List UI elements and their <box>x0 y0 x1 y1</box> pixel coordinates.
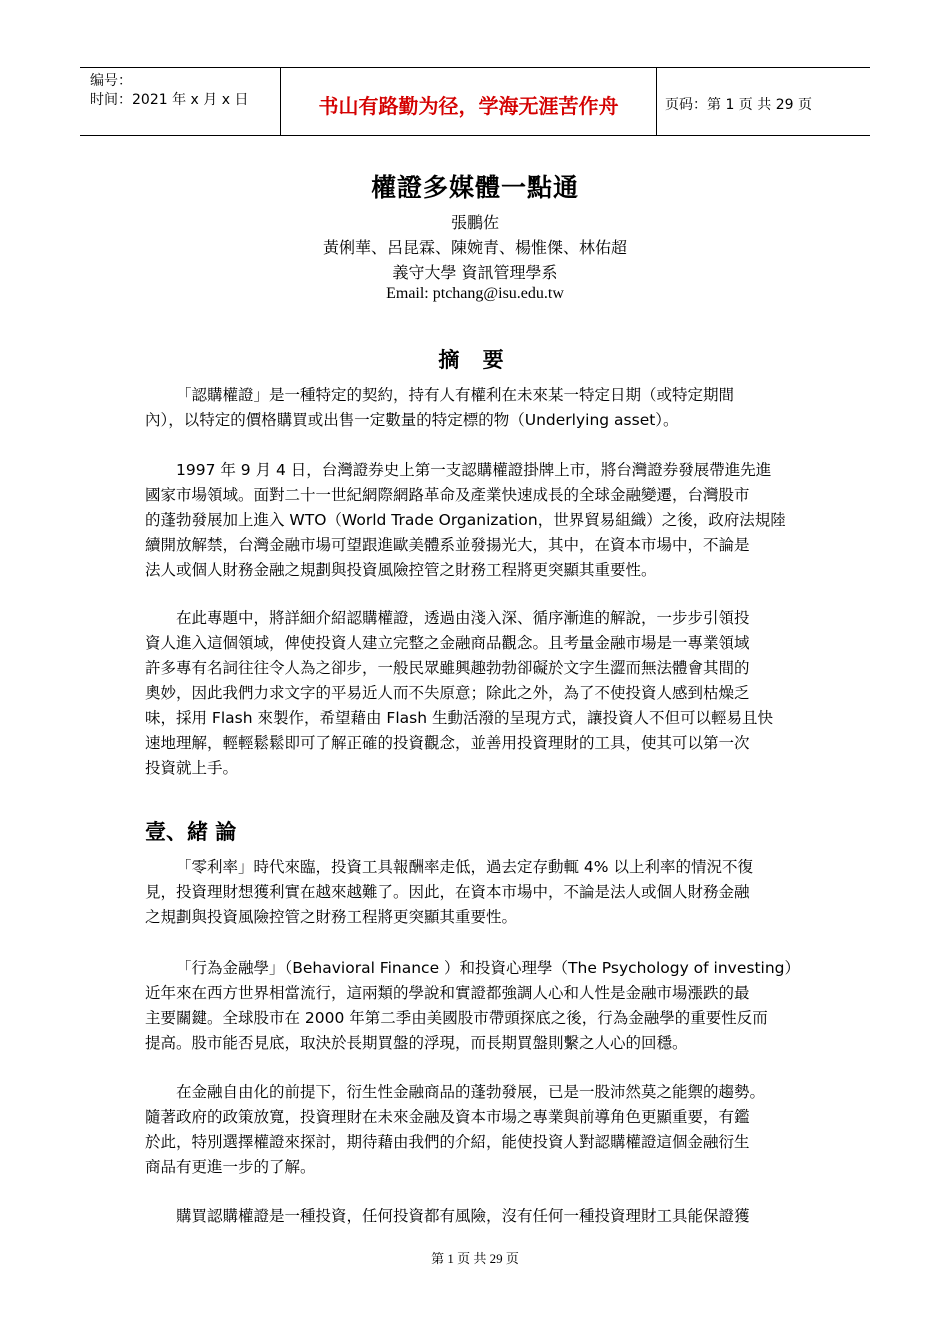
text-line: 投資就上手。 <box>145 759 239 777</box>
text-line: 購買認購權證是一種投資，任何投資都有風險，沒有任何一種投資理財工具能保證獲 <box>176 1207 750 1225</box>
text-line: 續開放解禁，台灣金融市場可望跟進歐美體系並發揚光大，其中，在資本市場中，不論是 <box>145 536 750 554</box>
text-line: 資人進入這個領域，俾使投資人建立完整之金融商品觀念。且考量金融市場是一專業領域 <box>145 634 750 652</box>
text-line: 見，投資理財想獲利實在越來越難了。因此，在資本市場中，不論是法人或個人財務金融 <box>145 883 750 901</box>
number-label: 编号： <box>90 73 132 89</box>
document-header <box>80 67 870 136</box>
text-line: 提高。股市能否見底，取決於長期買盤的浮現，而長期買盤則繫之人心的回穩。 <box>145 1034 688 1052</box>
section-paragraph-1 <box>145 855 810 930</box>
header-meta-cell <box>80 68 281 135</box>
text-line: 的蓬勃發展加上進入 WTO（World Trade Organization，世界貿易組織）之後，政府法規陸 <box>145 511 786 529</box>
text-line: 「認購權證」是一種特定的契約，持有人有權利在未來某一特定日期（或特定期間 <box>176 386 735 404</box>
text-line: 商品有更進一步的了解。 <box>145 1158 316 1176</box>
text-line: 奧妙，因此我們力求文字的平易近人而不失原意；除此之外，為了不使投資人感到枯燥乏 <box>145 684 750 702</box>
text-line: 國家市場領域。面對二十一世紀網際網路革命及產業快速成長的全球金融變遷，台灣股市 <box>145 486 750 504</box>
abstract-heading: 摘 要 <box>438 348 512 372</box>
section-paragraph-4 <box>145 1204 810 1229</box>
coauthors: 黃俐華、呂昆霖、陳婉青、楊惟傑、林佑超 <box>322 238 627 257</box>
text-line: 1997 年 9 月 4 日，台灣證券史上第一支認購權證掛牌上市，將台灣證券發展帶進先進 <box>176 461 772 479</box>
email: Email: ptchang@isu.edu.tw <box>386 285 564 302</box>
text-line: 在此專題中，將詳細介紹認購權證，透過由淺入深、循序漸進的解說，一步步引領投 <box>176 609 750 627</box>
text-line: 隨著政府的政策放寬，投資理財在未來金融及資本市場之專業與前導角色更顯重要，有鑑 <box>145 1108 750 1126</box>
text-line: 主要關鍵。全球股市在 2000 年第二季由美國股市帶頭探底之後，行為金融學的重要性反而 <box>145 1009 768 1027</box>
text-line: 之規劃與投資風險控管之財務工程將更突顯其重要性。 <box>145 908 518 926</box>
section-heading: 壹、緒 論 <box>145 820 237 844</box>
text-line: 速地理解，輕輕鬆鬆即可了解正確的投資觀念，並善用投資理財的工具，使其可以第一次 <box>145 734 750 752</box>
text-line: 在金融自由化的前提下，衍生性金融商品的蓬勃發展，已是一股沛然莫之能禦的趨勢。 <box>176 1083 766 1101</box>
abstract-paragraph-2 <box>145 458 810 583</box>
date-label: 时间：2021 年 x 月 x 日 <box>90 92 249 108</box>
text-line: 於此，特別選擇權證來探討，期待藉由我們的介紹，能使投資人對認購權證這個金融衍生 <box>145 1133 750 1151</box>
affiliation: 義守大學 資訊管理學系 <box>392 263 558 282</box>
section-paragraph-3 <box>145 1080 810 1180</box>
page-footer: 第 1 页 共 29 页 <box>431 1251 519 1266</box>
text-line: 許多專有名詞往往令人為之卻步，一般民眾雖興趣勃勃卻礙於文字生澀而無法體會其間的 <box>145 659 750 677</box>
text-line: 「零利率」時代來臨，投資工具報酬率走低，過去定存動輒 4% 以上利率的情況不復 <box>176 858 753 876</box>
text-line: 法人或個人財務金融之規劃與投資風險控管之財務工程將更突顯其重要性。 <box>145 561 657 579</box>
motto: 书山有路勤为径，学海无涯苦作舟 <box>281 68 657 135</box>
author: 張鵬佐 <box>450 213 499 232</box>
abstract-paragraph-1 <box>145 383 810 433</box>
text-line: 近年來在西方世界相當流行，這兩類的學說和實證都強調人心和人性是金融市場漲跌的最 <box>145 984 750 1002</box>
text-line: 內），以特定的價格購買或出售一定數量的特定標的物（Underlying asset）。 <box>145 411 679 429</box>
text-line: 味，採用 Flash 來製作，希望藉由 Flash 生動活潑的呈現方式，讓投資人不但可以輕易且快 <box>145 709 773 727</box>
section-paragraph-2 <box>145 956 810 1056</box>
text-line: 「行為金融學」（Behavioral Finance ）和投資心理學（The Psychology of investing） <box>176 959 800 977</box>
document-title: 權證多媒體一點通 <box>370 173 579 202</box>
page-code: 页码：第 1 页 共 29 页 <box>665 96 812 113</box>
abstract-paragraph-3 <box>145 606 810 781</box>
